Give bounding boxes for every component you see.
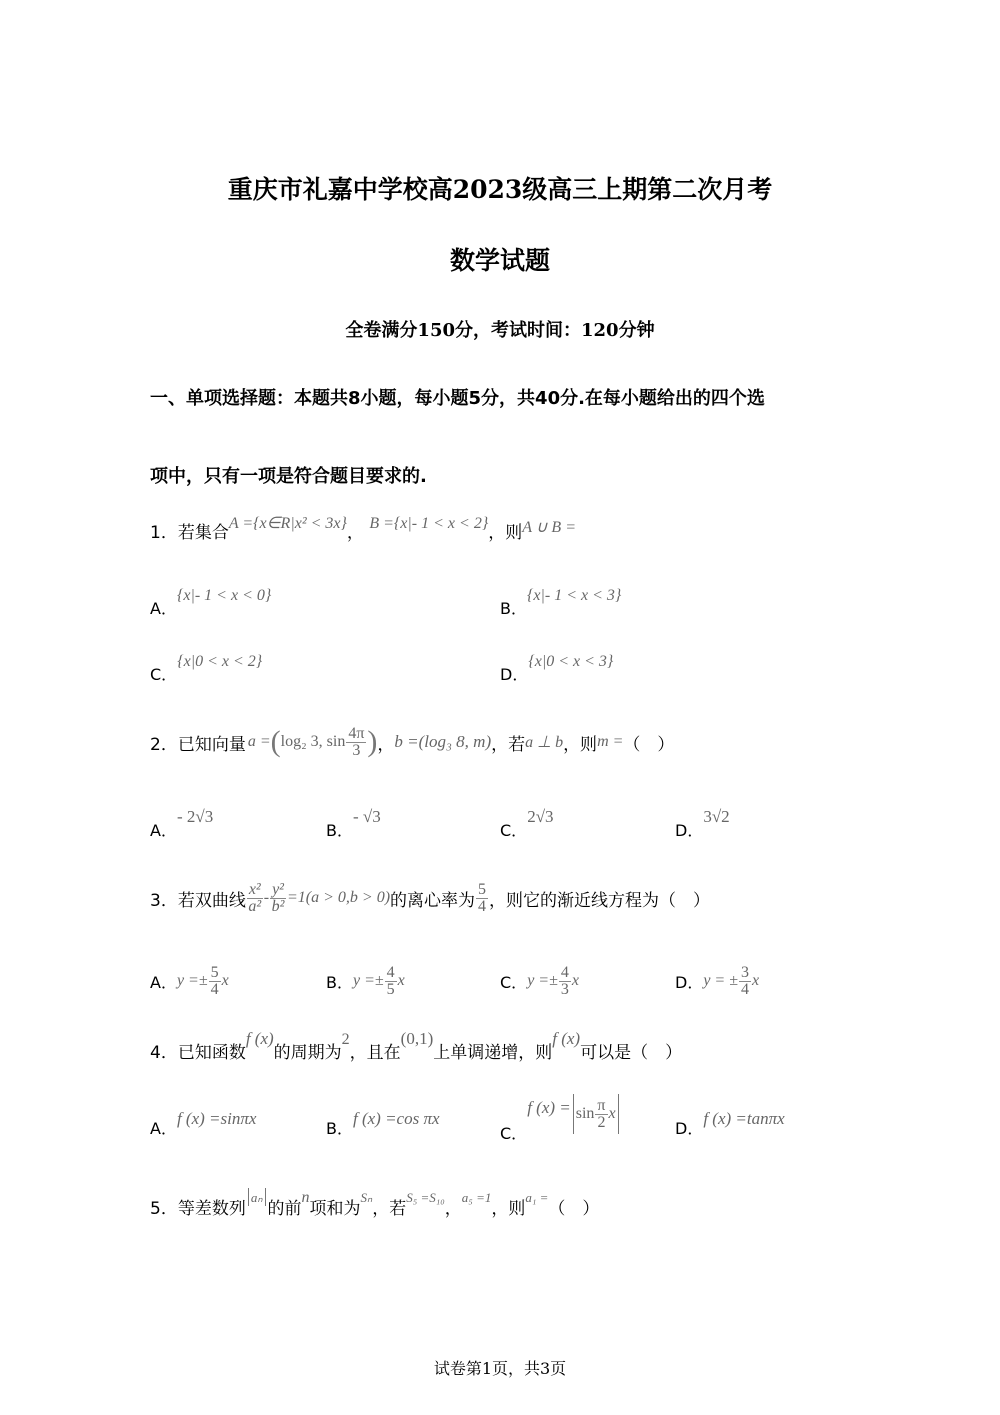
q2-vector-b: b =(log₃ 8, m) xyxy=(394,732,492,751)
q5-comma: ， xyxy=(444,1199,462,1219)
question-3 xyxy=(150,868,710,928)
q2-fraction xyxy=(346,726,366,759)
option-text: {x|- 1 < x < 3} xyxy=(526,587,622,604)
q3-option-a[interactable] xyxy=(150,958,229,1004)
q4-stem: 4．已知函数 xyxy=(150,1043,246,1063)
q4-t1: 的周期为 xyxy=(273,1043,342,1063)
question-4 xyxy=(150,1024,683,1063)
q2-option-a[interactable] xyxy=(150,804,214,840)
option-text: 3√2 xyxy=(703,807,730,826)
q1-set-a: A ={x∈R|x² < 3x} xyxy=(228,515,347,532)
option-post: x xyxy=(752,972,760,989)
q3-eq-rest: =1(a > 0,b > 0) xyxy=(286,889,391,906)
option-frac xyxy=(209,965,221,998)
q1-option-b[interactable] xyxy=(500,582,622,618)
q5-stem: 5．等差数列 xyxy=(150,1199,246,1219)
q3-option-c[interactable] xyxy=(500,958,579,1004)
q4-option-b[interactable] xyxy=(326,1106,440,1138)
q1-expr: A ∪ B = xyxy=(522,519,576,536)
option-label: B． xyxy=(500,599,527,618)
option-label: B． xyxy=(326,821,353,840)
q3-frac-x xyxy=(247,882,263,915)
option-text: - √3 xyxy=(352,807,381,826)
q4-interval: (0,1) xyxy=(400,1029,434,1048)
option-label: A． xyxy=(150,972,177,992)
q2-perp: a ⊥ b xyxy=(525,734,564,751)
option-label: D． xyxy=(500,665,529,684)
q3-stem: 3．若双曲线 xyxy=(150,890,246,911)
q4-t2: ，且在 xyxy=(349,1043,401,1063)
question-5 xyxy=(150,1182,600,1219)
frac-den: 4 xyxy=(210,980,219,998)
option-label: C． xyxy=(150,665,178,684)
q2-blank: （ ） xyxy=(623,734,675,755)
q2-vector-a-body: log₂ 3, sin xyxy=(280,733,346,750)
q5-t4: ，则 xyxy=(491,1199,526,1219)
frac-den: 5 xyxy=(386,980,395,998)
option-frac xyxy=(559,965,571,998)
option-text: {x|- 1 < x < 0} xyxy=(176,587,272,604)
option-text: {x|0 < x < 3} xyxy=(528,653,614,670)
q2-then: ，若 xyxy=(491,734,526,755)
q5-t1: 的前 xyxy=(267,1199,302,1219)
option-frac xyxy=(739,965,751,998)
q5-t3: ，若 xyxy=(372,1199,407,1219)
option-text: - 2√3 xyxy=(176,807,214,826)
option-post: x xyxy=(608,1105,616,1122)
q1-then: ，则 xyxy=(488,523,523,543)
q3-frac-y xyxy=(270,882,286,915)
q2-comma: ， xyxy=(377,734,395,755)
frac-num: 4 xyxy=(560,963,569,981)
q3-minus: - xyxy=(263,889,270,906)
section-heading-line2: 项中，只有一项是符合题目要求的. xyxy=(150,466,427,487)
q2-m-eq: m = xyxy=(597,733,624,750)
q5-seq: aₙ xyxy=(250,1190,263,1205)
option-text: {x|0 < x < 2} xyxy=(177,653,263,670)
option-frac xyxy=(385,965,397,998)
option-label: D． xyxy=(675,972,704,992)
frac-num: 3 xyxy=(741,963,750,981)
q1-option-a[interactable] xyxy=(150,582,272,618)
q2-then2: ，则 xyxy=(563,734,598,755)
frac-den: 4 xyxy=(741,980,750,998)
q2-option-c[interactable] xyxy=(500,804,554,840)
option-label: C． xyxy=(500,821,528,840)
q4-option-c[interactable] xyxy=(500,1090,621,1143)
option-label: A． xyxy=(150,1119,177,1138)
q3-option-b[interactable] xyxy=(326,958,405,1004)
option-text: f (x) =tanπx xyxy=(703,1109,785,1128)
q2-option-b[interactable] xyxy=(326,804,381,840)
frac-den: a² xyxy=(248,897,262,915)
q5-ask: a₁ = xyxy=(525,1190,549,1205)
q5-n: n xyxy=(301,1189,310,1206)
q2-stem: 2．已知向量 xyxy=(150,734,246,755)
frac-num: π xyxy=(597,1096,606,1114)
option-sin: sin xyxy=(575,1105,595,1122)
frac-den: b² xyxy=(271,897,285,915)
option-text: f (x) =cos πx xyxy=(352,1109,440,1128)
q1-option-c[interactable] xyxy=(150,648,263,684)
frac-den: 4 xyxy=(478,897,487,915)
q2-option-d[interactable] xyxy=(675,804,730,840)
q1-option-d[interactable] xyxy=(500,648,614,684)
frac-num: x² xyxy=(248,880,261,898)
option-label: D． xyxy=(675,821,704,840)
question-2: 2．已知向量 a = ( log₂ 3, sin $\frac{4\pi}{3}$ ) ， b =(log₃ 8, m) ，若 a ⊥ b ，则 m = （ ） xyxy=(150,724,675,759)
option-pre: y = ± xyxy=(703,972,739,989)
option-post: x xyxy=(397,972,405,989)
exam-subject: 数学试题 xyxy=(449,246,550,275)
option-pre: y =± xyxy=(352,972,384,989)
option-label: B． xyxy=(326,1119,353,1138)
q3-option-d[interactable] xyxy=(675,958,759,1004)
q4-t4: 可以是（ ） xyxy=(580,1043,683,1063)
q2-frac-den: 3 xyxy=(352,741,361,759)
q5-cond2: a₅ =1 xyxy=(461,1190,492,1205)
option-post: x xyxy=(571,972,579,989)
frac-num: 5 xyxy=(478,880,487,898)
option-text: f (x) =sinπx xyxy=(176,1109,257,1128)
frac-num: y² xyxy=(272,880,284,898)
frac-num: 5 xyxy=(210,963,219,981)
option-label: C． xyxy=(500,1123,528,1143)
option-pre: y =± xyxy=(527,972,558,989)
exam-info: 全卷满分150分，考试时间：120分钟 xyxy=(345,320,655,341)
exam-title: 重庆市礼嘉中学校高2023级高三上期第二次月考 xyxy=(227,175,773,204)
q1-stem: 1．若集合 xyxy=(150,523,229,543)
q4-t3: 上单调递增，则 xyxy=(433,1043,553,1063)
q4-option-a[interactable] xyxy=(150,1106,257,1138)
q4-fx2: f (x) xyxy=(552,1029,581,1048)
option-label: C． xyxy=(500,972,528,992)
q5-blank: （ ） xyxy=(548,1199,600,1219)
option-pre: y =± xyxy=(176,972,208,989)
q5-cond1: S₅ =S₁₀ xyxy=(406,1190,445,1205)
q2-frac-num: 4π xyxy=(348,724,365,742)
q3-mid: 的离心率为 xyxy=(390,890,476,911)
option-label: A． xyxy=(150,821,177,840)
q1-comma: ， xyxy=(346,523,364,543)
q1-set-b: B ={x|- 1 < x < 2} xyxy=(369,515,489,532)
option-label: D． xyxy=(675,1119,704,1138)
section-heading-line1: 一、单项选择题：本题共8小题，每小题5分，共40分.在每小题给出的四个选 xyxy=(150,388,765,409)
option-post: x xyxy=(221,972,229,989)
q2-vector-a-lhs: a = xyxy=(247,733,271,750)
option-pre: f (x) = xyxy=(527,1098,571,1117)
q5-sn: Sₙ xyxy=(360,1190,373,1205)
q3-tail: ，则它的渐近线方程为（ ） xyxy=(489,890,711,911)
q4-option-d[interactable] xyxy=(675,1106,785,1138)
option-text: 2√3 xyxy=(527,807,554,826)
q3-eccentricity xyxy=(476,882,488,915)
frac-num: 4 xyxy=(386,963,395,981)
q5-t2: 项和为 xyxy=(309,1199,361,1219)
option-label: A． xyxy=(150,599,177,618)
q4-period: 2 xyxy=(341,1031,350,1048)
q4-fx: f (x) xyxy=(245,1029,274,1048)
question-1 xyxy=(150,515,576,543)
option-frac xyxy=(595,1098,607,1131)
option-label: B． xyxy=(326,972,353,992)
page-footer: 试卷第1页，共3页 xyxy=(433,1359,567,1378)
frac-den: 2 xyxy=(597,1113,606,1131)
frac-den: 3 xyxy=(560,980,569,998)
